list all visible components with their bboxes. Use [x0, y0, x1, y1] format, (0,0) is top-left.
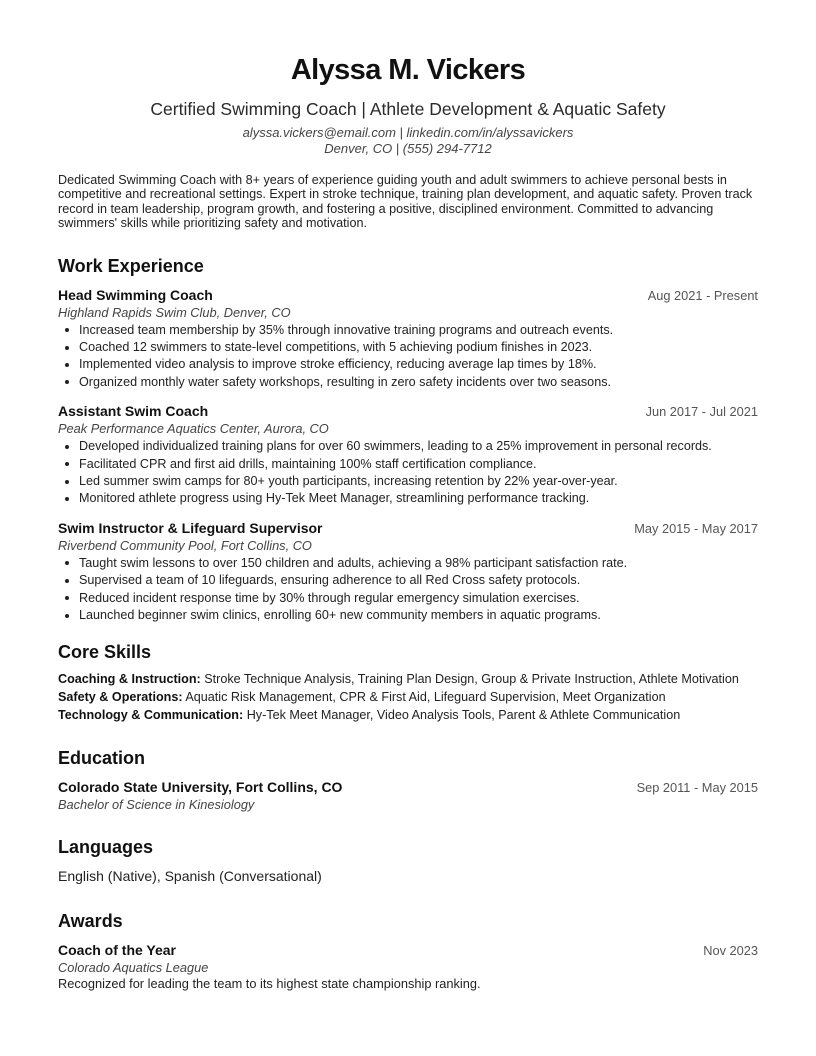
candidate-headline: Certified Swimming Coach | Athlete Development & Aquatic Safety [150, 99, 666, 119]
job-entry [58, 402, 758, 506]
job-dates: Jun 2017 - Jul 2021 [645, 404, 758, 420]
languages-list: English (Native), Spanish (Conversational) [58, 867, 322, 884]
professional-summary: Dedicated Swimming Coach with 8+ years of experience guiding youth and adult swimmers to achieve personal bests in competitive and recreational settings. Expert in stroke technique, training plan development, and aquatic safety. Proven track record in team leadership, program growth, and fostering a positive, disciplined environment. Committed to advancing swimmers' skills while prioritizing safety and motivation. [58, 173, 753, 231]
bullet-item: Taught swim lessons to over 150 children and adults, achieving a 98% participant satisfaction rate. [58, 556, 758, 570]
bullet-item: Increased team membership by 35% through innovative training programs and outreach events. [58, 323, 758, 337]
section-title-work-experience: Work Experience [58, 255, 204, 276]
core-skills-section [58, 641, 758, 723]
job-organization: Highland Rapids Swim Club, Denver, CO [58, 304, 291, 320]
job-entry [58, 286, 758, 390]
bullet-item: Launched beginner swim clinics, enrolling 60+ new community members in aquatic programs. [58, 608, 758, 622]
bullet-item: Led summer swim camps for 80+ youth participants, increasing retention by 22% year-over-year. [58, 474, 758, 488]
section-title-languages: Languages [58, 836, 154, 857]
contact-line-location-phone: Denver, CO | (555) 294-7712 [324, 140, 492, 156]
job-organization: Peak Performance Aquatics Center, Aurora, CO [58, 421, 329, 437]
contact-line-email-linkedin: alyssa.vickers@email.com | linkedin.com/in/alyssavickers [242, 125, 574, 140]
section-title-awards: Awards [58, 910, 123, 931]
bullet-item: Developed individualized training plans for over 60 swimmers, leading to a 25% improvement in personal records. [58, 439, 758, 453]
education-section [58, 747, 758, 813]
bullet-item: Supervised a team of 10 lifeguards, ensuring adherence to all Red Cross safety protocols. [58, 573, 758, 587]
degree: Bachelor of Science in Kinesiology [58, 796, 255, 812]
bullet-item: Coached 12 swimmers to state-level competitions, with 5 achieving podium finishes in 2023. [58, 340, 758, 354]
awards-section [58, 910, 758, 991]
candidate-name: Alyssa M. Vickers [290, 54, 526, 86]
skill-items: Hy-Tek Meet Manager, Video Analysis Tools, Parent & Athlete Communication [246, 708, 681, 723]
skill-category: Technology & Communication: [58, 708, 244, 723]
job-title: Assistant Swim Coach [58, 403, 209, 420]
section-title-education: Education [58, 747, 146, 768]
bullet-item: Reduced incident response time by 30% through regular emergency simulation exercises. [58, 591, 758, 605]
school-name: Colorado State University, Fort Collins, CO [58, 778, 343, 795]
section-title-core-skills: Core Skills [58, 641, 152, 662]
skill-group [58, 690, 758, 704]
job-entry [58, 519, 758, 623]
bullet-item: Organized monthly water safety workshops, resulting in zero safety incidents over two seasons. [58, 375, 758, 389]
job-organization: Riverbend Community Pool, Fort Collins, CO [58, 537, 312, 553]
bullet-item: Monitored athlete progress using Hy-Tek Meet Manager, streamlining performance tracking. [58, 491, 758, 505]
job-dates: Aug 2021 - Present [647, 287, 758, 303]
job-title: Swim Instructor & Lifeguard Supervisor [58, 519, 323, 536]
skill-category: Safety & Operations: [58, 689, 183, 704]
work-experience-section [58, 255, 758, 623]
award-description: Recognized for leading the team to its highest state championship ranking. [58, 975, 481, 991]
job-bullets [58, 556, 758, 623]
job-bullets [58, 323, 758, 390]
skill-items: Stroke Technique Analysis, Training Plan Design, Group & Private Instruction, Athlete Motivation [204, 671, 739, 686]
job-title: Head Swimming Coach [58, 286, 213, 303]
languages-section [58, 836, 758, 885]
resume-header [58, 0, 758, 156]
skill-category: Coaching & Instruction: [58, 671, 201, 686]
award-name: Coach of the Year [58, 941, 177, 958]
award-date: Nov 2023 [703, 942, 758, 958]
education-dates: Sep 2011 - May 2015 [636, 779, 758, 795]
skill-group [58, 708, 758, 722]
skill-group [58, 672, 758, 686]
bullet-item: Implemented video analysis to improve stroke efficiency, reducing average lap times by 18%. [58, 357, 758, 371]
job-bullets [58, 439, 758, 506]
bullet-item: Facilitated CPR and first aid drills, maintaining 100% staff certification compliance. [58, 457, 758, 471]
job-dates: May 2015 - May 2017 [634, 520, 758, 536]
award-organization: Colorado Aquatics League [58, 959, 209, 975]
skill-items: Aquatic Risk Management, CPR & First Aid, Lifeguard Supervision, Meet Organization [185, 689, 666, 704]
